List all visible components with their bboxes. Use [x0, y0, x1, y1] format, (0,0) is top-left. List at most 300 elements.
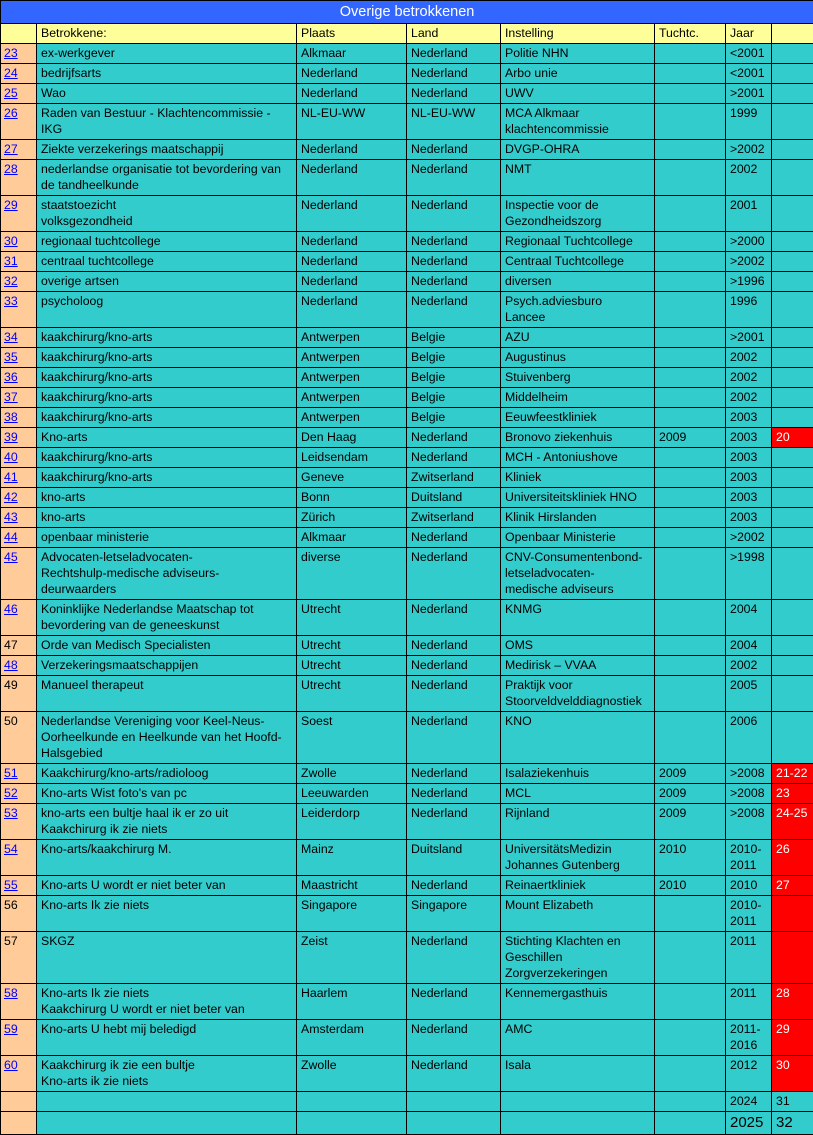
land-cell: Belgie [407, 328, 501, 348]
extra-cell: 32 [772, 1112, 813, 1135]
row-number-link[interactable]: 36 [4, 370, 18, 384]
instelling-cell [501, 508, 655, 528]
instelling-text: Inspectie voor de [505, 198, 599, 212]
land-cell: Nederland [407, 712, 501, 764]
instelling-text: NMT [505, 162, 532, 176]
row-number-link[interactable]: 39 [4, 430, 18, 444]
row-number-link[interactable]: 30 [4, 234, 18, 248]
jaar-cell [726, 140, 772, 160]
row-number[interactable] [1, 1056, 37, 1092]
row-number[interactable] [1, 292, 37, 328]
table-row [1, 104, 813, 140]
row-number-link[interactable]: 58 [4, 986, 18, 1000]
jaar-cell [726, 44, 772, 64]
extra-cell [772, 656, 813, 676]
instelling-text: AMC [505, 1022, 532, 1036]
row-number[interactable] [1, 64, 37, 84]
row-number-link[interactable]: 29 [4, 198, 18, 212]
instelling-text: Centraal Tuchtcollege [505, 254, 624, 268]
extra-cell [772, 196, 813, 232]
betrokkene-cell [37, 408, 297, 428]
instelling-cell [501, 44, 655, 64]
instelling-text: MCA Alkmaar [505, 106, 579, 120]
row-number-link[interactable]: 55 [4, 878, 18, 892]
jaar-text: 2011 [730, 914, 756, 928]
extra-cell [772, 528, 813, 548]
row-number[interactable] [1, 656, 37, 676]
instelling-text: KNMG [505, 602, 542, 616]
header-betrokkene: Betrokkene: [37, 24, 297, 44]
tuchtc-cell [655, 196, 726, 232]
tuchtc-cell [655, 712, 726, 764]
instelling-cell [501, 764, 655, 784]
instelling-text: Regionaal Tuchtcollege [505, 234, 633, 248]
row-number[interactable] [1, 408, 37, 428]
tuchtc-cell [655, 232, 726, 252]
instelling-cell [501, 84, 655, 104]
betrokkene-cell [37, 292, 297, 328]
row-number[interactable] [1, 1020, 37, 1056]
tuchtc-cell: 2010 [655, 840, 726, 876]
tuchtc-cell [655, 548, 726, 600]
jaar-text: 2003 [730, 490, 757, 504]
betrokkene-cell [37, 636, 297, 656]
row-number[interactable] [1, 368, 37, 388]
instelling-text: Mount Elizabeth [505, 898, 593, 912]
instelling-cell [501, 876, 655, 896]
row-number-link[interactable]: 51 [4, 766, 18, 780]
extra-cell: 23 [772, 784, 813, 804]
extra-cell [772, 448, 813, 468]
table-row [1, 388, 813, 408]
jaar-cell [726, 932, 772, 984]
row-number[interactable] [1, 196, 37, 232]
jaar-cell [726, 272, 772, 292]
plaats-cell: Utrecht [297, 636, 407, 656]
betrokkene-cell [37, 388, 297, 408]
plaats-cell: Geneve [297, 468, 407, 488]
instelling-cell [501, 64, 655, 84]
tuchtc-cell [655, 1112, 726, 1135]
tuchtc-cell [655, 448, 726, 468]
jaar-text: 2002 [730, 658, 757, 672]
betrokkene-cell [37, 272, 297, 292]
betrokkene-cell [37, 104, 297, 140]
instelling-text: UWV [505, 86, 534, 100]
row-number-link[interactable]: 46 [4, 602, 18, 616]
betrokkene-cell [37, 1020, 297, 1056]
jaar-cell [726, 1092, 772, 1112]
jaar-cell [726, 292, 772, 328]
table-row [1, 804, 813, 840]
jaar-cell [726, 232, 772, 252]
jaar-text: 2005 [730, 678, 757, 692]
row-number[interactable] [1, 428, 37, 448]
row-number[interactable] [1, 84, 37, 104]
plaats-cell: Utrecht [297, 676, 407, 712]
row-number[interactable] [1, 784, 37, 804]
extra-cell [772, 468, 813, 488]
tuchtc-cell: 2009 [655, 804, 726, 840]
jaar-text: >2008 [730, 766, 765, 780]
row-number[interactable] [1, 140, 37, 160]
betrokkene-text: staatstoezicht [41, 198, 116, 212]
row-number-link[interactable]: 27 [4, 142, 18, 156]
row-number[interactable] [1, 328, 37, 348]
betrokkene-cell [37, 508, 297, 528]
instelling-cell [501, 548, 655, 600]
row-number-link[interactable]: 41 [4, 470, 18, 484]
row-number[interactable] [1, 840, 37, 876]
plaats-cell: Den Haag [297, 428, 407, 448]
betrokkene-cell [37, 676, 297, 712]
tuchtc-cell [655, 508, 726, 528]
jaar-text: 2024 [730, 1094, 757, 1108]
row-number-link[interactable]: 38 [4, 410, 18, 424]
row-number[interactable] [1, 252, 37, 272]
extra-cell [772, 348, 813, 368]
betrokkene-cell [37, 252, 297, 272]
tuchtc-cell [655, 348, 726, 368]
betrokkene-text: kaakchirurg/kno-arts [41, 330, 152, 344]
betrokkene-text: Kaakchirurg/kno-arts/radioloog [41, 766, 208, 780]
extra-cell [772, 368, 813, 388]
row-number[interactable] [1, 44, 37, 64]
tuchtc-cell [655, 656, 726, 676]
extra-cell: 20 [772, 428, 813, 448]
jaar-text: 2012 [730, 1058, 757, 1072]
betrokkene-text: Kno-arts Ik zie niets [41, 898, 149, 912]
plaats-cell: Haarlem [297, 984, 407, 1020]
instelling-text: AZU [505, 330, 530, 344]
table-row [1, 508, 813, 528]
plaats-cell: Nederland [297, 64, 407, 84]
tuchtc-cell [655, 388, 726, 408]
table-row [1, 656, 813, 676]
betrokkene-cell [37, 876, 297, 896]
instelling-text: Stoorveldvelddiagnostiek [505, 694, 642, 708]
row-number-link[interactable]: 40 [4, 450, 18, 464]
instelling-text: OMS [505, 638, 533, 652]
instelling-text: Eeuwfeestkliniek [505, 410, 597, 424]
row-number-link[interactable]: 53 [4, 806, 18, 820]
plaats-cell: Leeuwarden [297, 784, 407, 804]
row-number[interactable] [1, 488, 37, 508]
land-cell: Nederland [407, 528, 501, 548]
table-row [1, 548, 813, 600]
jaar-cell [726, 488, 772, 508]
row-number-link[interactable]: 32 [4, 274, 18, 288]
row-number-link[interactable]: 33 [4, 294, 18, 308]
betrokkene-text: Kaakchirurg U wordt er niet beter van [41, 1002, 245, 1016]
extra-cell [772, 388, 813, 408]
tuchtc-cell [655, 64, 726, 84]
header-land: Land [407, 24, 501, 44]
betrokkene-cell [37, 784, 297, 804]
jaar-text: 2003 [730, 470, 757, 484]
tuchtc-cell [655, 84, 726, 104]
betrokkene-text: Rechtshulp-medische adviseurs- [41, 566, 219, 580]
header-instelling: Instelling [501, 24, 655, 44]
instelling-text: Arbo unie [505, 66, 558, 80]
land-cell: Nederland [407, 196, 501, 232]
instelling-text: letseladvocaten- [505, 566, 595, 580]
betrokkene-text: Wao [41, 86, 66, 100]
jaar-text: 2002 [730, 370, 757, 384]
jaar-cell [726, 1112, 772, 1135]
land-cell: Nederland [407, 804, 501, 840]
land-cell: Nederland [407, 784, 501, 804]
plaats-cell: Nederland [297, 160, 407, 196]
betrokkene-text: Manueel therapeut [41, 678, 144, 692]
tuchtc-cell [655, 160, 726, 196]
jaar-text: 2010- [730, 898, 761, 912]
betrokkene-text: psycholoog [41, 294, 103, 308]
betrokkene-cell [37, 232, 297, 252]
table-row [1, 368, 813, 388]
betrokkene-text: Kaakchirurg ik zie niets [41, 822, 167, 836]
instelling-text: Rijnland [505, 806, 549, 820]
instelling-text: CNV-Consumentenbond- [505, 550, 642, 564]
instelling-text: Praktijk voor [505, 678, 573, 692]
betrokkene-cell [37, 328, 297, 348]
extra-cell: 27 [772, 876, 813, 896]
table-title: Overige betrokkenen [1, 1, 813, 24]
instelling-text: MCH - Antoniushove [505, 450, 618, 464]
row-number [1, 1112, 37, 1135]
instelling-text: Psych.adviesburo [505, 294, 602, 308]
land-cell: Nederland [407, 232, 501, 252]
betrokkene-text: Kaakchirurg ik zie een bultje [41, 1058, 195, 1072]
instelling-text: Universiteitskliniek HNO [505, 490, 637, 504]
row-number-link[interactable]: 48 [4, 658, 18, 672]
row-number[interactable] [1, 448, 37, 468]
table-row [1, 712, 813, 764]
row-number-link[interactable]: 34 [4, 330, 18, 344]
betrokkene-cell [37, 548, 297, 600]
table-row [1, 876, 813, 896]
table-row [1, 1112, 813, 1135]
tuchtc-cell [655, 292, 726, 328]
betrokkene-cell [37, 368, 297, 388]
jaar-cell [726, 64, 772, 84]
row-number[interactable] [1, 104, 37, 140]
jaar-cell [726, 428, 772, 448]
plaats-cell: Nederland [297, 84, 407, 104]
instelling-text: KNO [505, 714, 532, 728]
tuchtc-cell [655, 600, 726, 636]
betrokkene-cell [37, 764, 297, 784]
table-row [1, 328, 813, 348]
table-row [1, 348, 813, 368]
table-row [1, 64, 813, 84]
betrokkene-cell [37, 1056, 297, 1092]
plaats-cell: Zürich [297, 508, 407, 528]
extra-cell [772, 44, 813, 64]
row-number[interactable] [1, 528, 37, 548]
row-number-link[interactable]: 42 [4, 490, 18, 504]
row-number-link[interactable]: 59 [4, 1022, 18, 1036]
jaar-text: 2002 [730, 350, 757, 364]
land-cell: Nederland [407, 676, 501, 712]
plaats-cell: Antwerpen [297, 388, 407, 408]
jaar-text: >2008 [730, 806, 765, 820]
jaar-cell [726, 368, 772, 388]
instelling-text: Augustinus [505, 350, 566, 364]
plaats-cell: Antwerpen [297, 408, 407, 428]
table-row [1, 896, 813, 932]
tuchtc-cell: 2009 [655, 764, 726, 784]
jaar-text: 2003 [730, 450, 757, 464]
betrokkene-text: Oorheelkunde en Heelkunde van het Hoofd- [41, 730, 282, 744]
extra-cell [772, 932, 813, 984]
betrokkene-text: Koninklijke Nederlandse Maatschap tot [41, 602, 254, 616]
betrokkene-cell [37, 468, 297, 488]
row-number[interactable] [1, 508, 37, 528]
row-number[interactable] [1, 764, 37, 784]
jaar-text: <2001 [730, 46, 765, 60]
jaar-text: >2002 [730, 142, 765, 156]
instelling-text: Stuivenberg [505, 370, 571, 384]
tuchtc-cell [655, 984, 726, 1020]
row-number[interactable] [1, 388, 37, 408]
instelling-text: Kliniek [505, 470, 541, 484]
betrokkene-cell [37, 160, 297, 196]
row-number-link[interactable]: 26 [4, 106, 18, 120]
header-jaar: Jaar [726, 24, 772, 44]
instelling-cell [501, 232, 655, 252]
row-number[interactable] [1, 600, 37, 636]
instelling-text: Isalaziekenhuis [505, 766, 589, 780]
instelling-cell [501, 636, 655, 656]
instelling-text: Lancee [505, 310, 545, 324]
land-cell [407, 1092, 501, 1112]
betrokkene-cell [37, 1092, 297, 1112]
betrokkene-text: kaakchirurg/kno-arts [41, 350, 152, 364]
table-row [1, 600, 813, 636]
betrokkene-cell [37, 896, 297, 932]
table-row [1, 784, 813, 804]
plaats-cell: Alkmaar [297, 528, 407, 548]
jaar-cell [726, 160, 772, 196]
betrokkene-text: volksgezondheid [41, 214, 133, 228]
row-number[interactable] [1, 272, 37, 292]
row-number-link[interactable]: 25 [4, 86, 18, 100]
land-cell: NL-EU-WW [407, 104, 501, 140]
extra-cell [772, 600, 813, 636]
instelling-text: Zorgverzekeringen [505, 966, 608, 980]
row-number-link[interactable]: 31 [4, 254, 18, 268]
instelling-text: DVGP-OHRA [505, 142, 579, 156]
extra-cell [772, 676, 813, 712]
land-cell: Belgie [407, 368, 501, 388]
land-cell: Zwitserland [407, 468, 501, 488]
row-number-link[interactable]: 43 [4, 510, 18, 524]
row-number[interactable] [1, 232, 37, 252]
jaar-cell [726, 84, 772, 104]
instelling-cell [501, 1112, 655, 1135]
betrokkene-text: deurwaarders [41, 582, 116, 596]
row-number[interactable] [1, 348, 37, 368]
jaar-cell [726, 468, 772, 488]
plaats-cell: Zeist [297, 932, 407, 984]
row-number-link[interactable]: 60 [4, 1058, 18, 1072]
jaar-cell [726, 388, 772, 408]
instelling-cell [501, 528, 655, 548]
header-num [1, 24, 37, 44]
jaar-cell [726, 712, 772, 764]
row-number-link[interactable]: 44 [4, 530, 18, 544]
plaats-cell [297, 1112, 407, 1135]
land-cell: Nederland [407, 64, 501, 84]
jaar-text: 1999 [730, 106, 757, 120]
plaats-cell: Nederland [297, 272, 407, 292]
row-number-link[interactable]: 23 [4, 46, 18, 60]
instelling-cell [501, 196, 655, 232]
row-number-link[interactable]: 28 [4, 162, 18, 176]
land-cell: Nederland [407, 44, 501, 64]
extra-cell [772, 896, 813, 932]
extra-cell [772, 84, 813, 104]
table-row [1, 676, 813, 712]
land-cell: Belgie [407, 348, 501, 368]
land-cell: Nederland [407, 876, 501, 896]
plaats-cell: Nederland [297, 196, 407, 232]
betrokkene-text: Nederlandse Vereniging voor Keel-Neus- [41, 714, 265, 728]
row-number-link[interactable]: 52 [4, 786, 18, 800]
betrokkene-text: kno-arts [41, 490, 85, 504]
row-number[interactable] [1, 160, 37, 196]
instelling-cell [501, 388, 655, 408]
jaar-cell [726, 600, 772, 636]
row-number-link[interactable]: 24 [4, 66, 18, 80]
table-row [1, 252, 813, 272]
land-cell: Nederland [407, 140, 501, 160]
table-row [1, 636, 813, 656]
jaar-text: 2001 [730, 198, 757, 212]
row-number-link[interactable]: 37 [4, 390, 18, 404]
betrokkene-text: Kno-arts ik zie niets [41, 1074, 148, 1088]
land-cell: Belgie [407, 388, 501, 408]
row-number[interactable] [1, 984, 37, 1020]
jaar-text: 2004 [730, 638, 757, 652]
row-number-link[interactable]: 54 [4, 842, 18, 856]
land-cell [407, 1112, 501, 1135]
extra-cell [772, 292, 813, 328]
row-number[interactable] [1, 548, 37, 600]
jaar-cell [726, 448, 772, 468]
row-number[interactable] [1, 468, 37, 488]
jaar-text: 2002 [730, 162, 757, 176]
betrokkene-text: Advocaten-letseladvocaten- [41, 550, 193, 564]
jaar-text: 2003 [730, 510, 757, 524]
row-number[interactable] [1, 876, 37, 896]
row-number: 49 [1, 676, 37, 712]
extra-cell [772, 272, 813, 292]
tuchtc-cell [655, 44, 726, 64]
betrokkene-text: Kno-arts [41, 430, 87, 444]
betrokkene-text: Kno-arts U wordt er niet beter van [41, 878, 226, 892]
row-number-link[interactable]: 35 [4, 350, 18, 364]
row-number-link[interactable]: 45 [4, 550, 18, 564]
jaar-cell [726, 876, 772, 896]
jaar-text: 2006 [730, 714, 757, 728]
land-cell: Nederland [407, 1020, 501, 1056]
plaats-cell: Nederland [297, 292, 407, 328]
land-cell: Duitsland [407, 840, 501, 876]
jaar-cell [726, 104, 772, 140]
row-number[interactable] [1, 804, 37, 840]
